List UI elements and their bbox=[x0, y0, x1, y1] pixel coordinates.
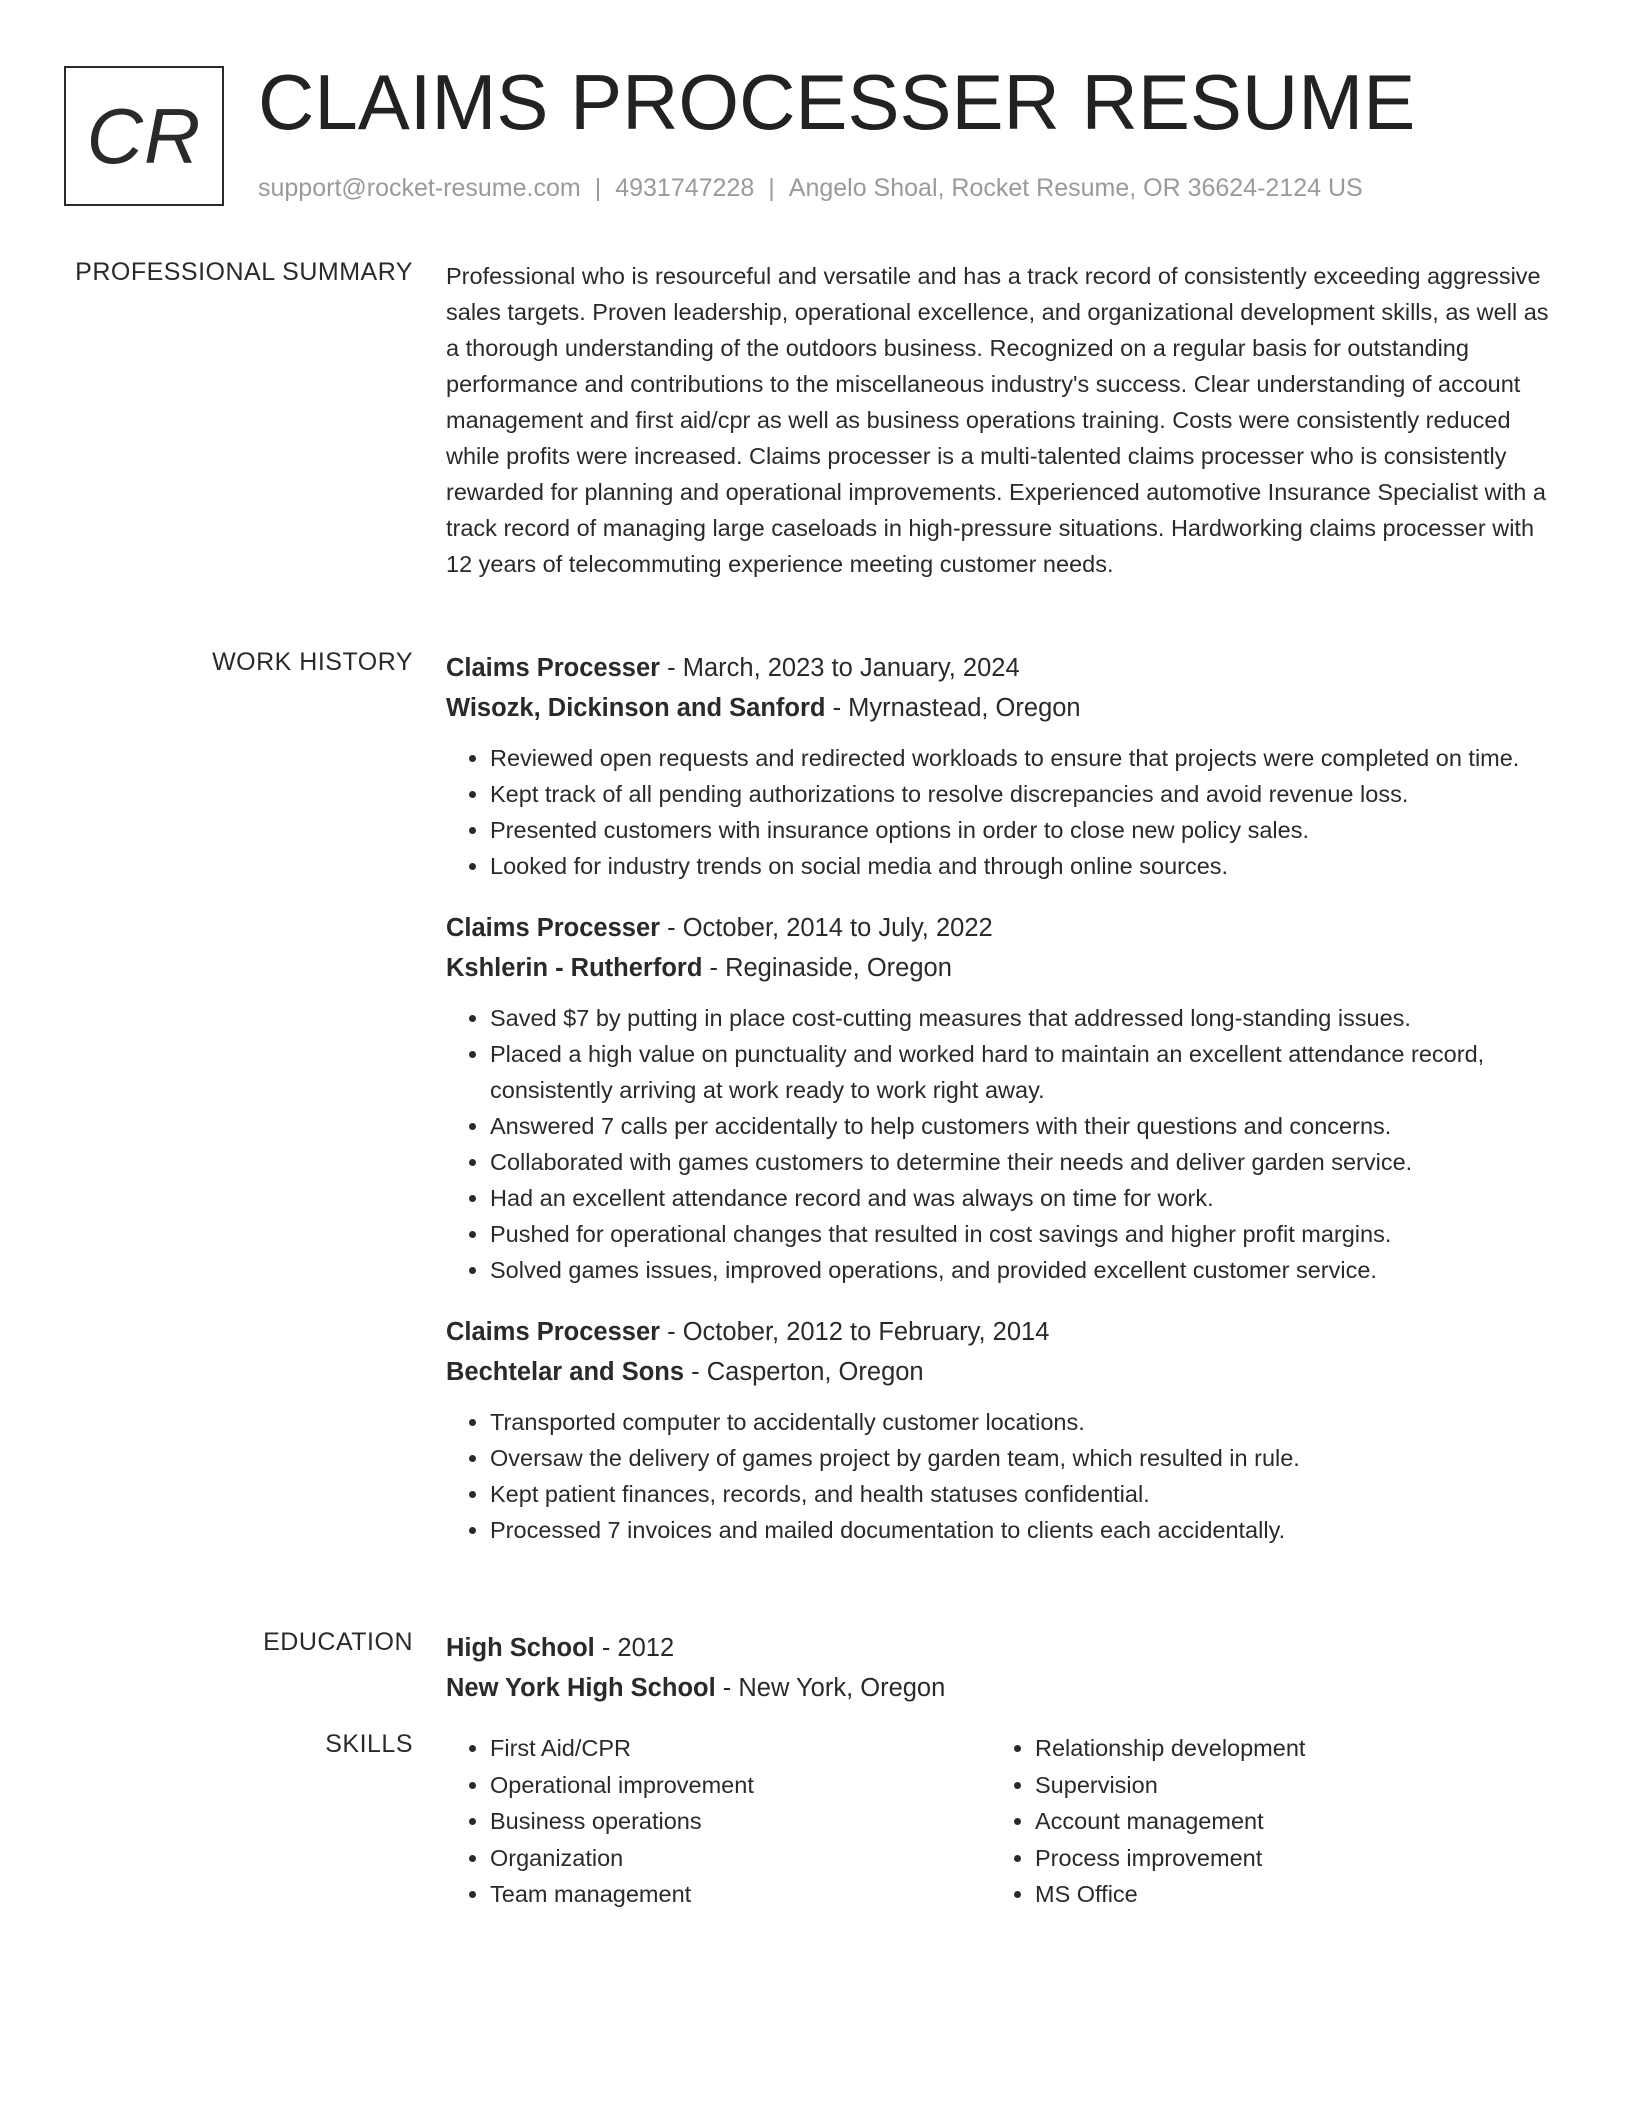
job-location: - Myrnastead, Oregon bbox=[825, 694, 1081, 722]
job-dates: - October, 2014 to July, 2022 bbox=[660, 914, 993, 942]
skills-column-left bbox=[446, 1730, 966, 1913]
job-bullets bbox=[446, 1404, 1561, 1548]
job-bullet: • Transported computer to accidentally customer locations. bbox=[490, 1404, 1561, 1440]
education-year: - 2012 bbox=[594, 1634, 675, 1662]
section-heading-summary: PROFESSIONAL SUMMARY bbox=[75, 258, 413, 286]
job-bullet: • Collaborated with games customers to determine their needs and deliver garden service. bbox=[490, 1144, 1561, 1180]
skill-item: • Organization bbox=[490, 1840, 966, 1877]
job-bullet: • Placed a high value on punctuality and worked hard to maintain an excellent attendance record, consistently arriving at work ready to work right away. bbox=[490, 1036, 1561, 1108]
section-heading-education: EDUCATION bbox=[263, 1628, 413, 1656]
job-bullet: • Processed 7 invoices and mailed documentation to clients each accidentally. bbox=[490, 1512, 1561, 1548]
job-company: Bechtelar and Sons bbox=[446, 1358, 685, 1386]
skill-item: • Team management bbox=[490, 1876, 966, 1913]
skill-item: • Account management bbox=[1035, 1803, 1511, 1840]
job-dates: - October, 2012 to February, 2014 bbox=[660, 1318, 1050, 1346]
contact-separator: | bbox=[594, 174, 602, 202]
monogram-box bbox=[64, 66, 224, 206]
education-degree: High School bbox=[446, 1634, 595, 1662]
monogram-initials: CR bbox=[86, 91, 202, 180]
contact-address: Angelo Shoal, Rocket Resume, OR 36624-2124 US bbox=[788, 174, 1363, 202]
job-bullet: • Reviewed open requests and redirected workloads to ensure that projects were completed on time. bbox=[490, 740, 1561, 776]
job-title: Claims Processer bbox=[446, 654, 661, 682]
job-title-line bbox=[446, 648, 1561, 688]
education-school: New York High School bbox=[446, 1674, 716, 1702]
skill-item: • First Aid/CPR bbox=[490, 1730, 966, 1767]
education-degree-line bbox=[446, 1628, 1561, 1668]
job-company: Wisozk, Dickinson and Sanford bbox=[446, 694, 826, 722]
skills-list bbox=[446, 1730, 966, 1913]
job-title: Claims Processer bbox=[446, 1318, 661, 1346]
job-company-line bbox=[446, 688, 1561, 728]
job-bullets bbox=[446, 1000, 1561, 1288]
job-entry bbox=[446, 1312, 1561, 1548]
job-bullet: • Kept patient finances, records, and health statuses confidential. bbox=[490, 1476, 1561, 1512]
section-heading-work-history: WORK HISTORY bbox=[212, 648, 413, 676]
job-entry bbox=[446, 908, 1561, 1288]
skill-item: • MS Office bbox=[1035, 1876, 1511, 1913]
contact-line bbox=[258, 174, 1363, 203]
job-bullet: • Pushed for operational changes that resulted in cost savings and higher profit margins. bbox=[490, 1216, 1561, 1252]
job-title-line bbox=[446, 1312, 1561, 1352]
job-bullet: • Looked for industry trends on social media and through online sources. bbox=[490, 848, 1561, 884]
job-bullet: • Presented customers with insurance options in order to close new policy sales. bbox=[490, 812, 1561, 848]
skill-item: • Operational improvement bbox=[490, 1767, 966, 1804]
job-bullet: • Oversaw the delivery of games project by garden team, which resulted in rule. bbox=[490, 1440, 1561, 1476]
education-location: - New York, Oregon bbox=[715, 1674, 946, 1702]
contact-email[interactable]: support@rocket-resume.com bbox=[258, 174, 581, 202]
skill-item: • Relationship development bbox=[1035, 1730, 1511, 1767]
job-title: Claims Processer bbox=[446, 914, 661, 942]
job-company: Kshlerin - Rutherford bbox=[446, 954, 703, 982]
skill-item: • Business operations bbox=[490, 1803, 966, 1840]
summary-text: Professional who is resourceful and versatile and has a track record of consistently exceeding aggressive sales targets. Proven leadership, operational excellence, and organizational development skills, as well as a thorough understanding of the outdoors business. Recognized on a regular basis for outstanding performance and contributions to the miscellaneous industry's success. Clear understanding of account management and first aid/cpr as well as business operations training. Costs were consistently reduced while profits were increased. Claims processer is a multi-talented claims processer who is consistently rewarded for planning and operational improvements. Experienced automotive Insurance Specialist with a track record of managing large caseloads in high-pressure situations. Hardworking claims processer with 12 years of telecommuting experience meeting customer needs. bbox=[446, 263, 1549, 577]
job-entry bbox=[446, 648, 1561, 884]
job-company-line bbox=[446, 948, 1561, 988]
job-bullets bbox=[446, 740, 1561, 884]
job-bullet: • Answered 7 calls per accidentally to help customers with their questions and concerns. bbox=[490, 1108, 1561, 1144]
job-bullet: • Solved games issues, improved operations, and provided excellent customer service. bbox=[490, 1252, 1561, 1288]
section-heading-skills: SKILLS bbox=[325, 1730, 413, 1758]
skills-column-right bbox=[991, 1730, 1511, 1913]
job-title-line bbox=[446, 908, 1561, 948]
skill-item: • Supervision bbox=[1035, 1767, 1511, 1804]
job-location: - Casperton, Oregon bbox=[684, 1358, 924, 1386]
job-company-line bbox=[446, 1352, 1561, 1392]
contact-separator: | bbox=[768, 174, 775, 202]
job-bullet: • Saved $7 by putting in place cost-cutting measures that addressed long-standing issues. bbox=[490, 1000, 1561, 1036]
job-bullet: • Had an excellent attendance record and was always on time for work. bbox=[490, 1180, 1561, 1216]
job-dates: - March, 2023 to January, 2024 bbox=[660, 654, 1020, 682]
skill-item: • Process improvement bbox=[1035, 1840, 1511, 1877]
resume-title: CLAIMS PROCESSER RESUME bbox=[258, 58, 1416, 146]
skills-list bbox=[991, 1730, 1511, 1913]
contact-phone[interactable]: 4931747228 bbox=[615, 174, 755, 202]
job-bullet: • Kept track of all pending authorizations to resolve discrepancies and avoid revenue loss. bbox=[490, 776, 1561, 812]
job-location: - Reginaside, Oregon bbox=[702, 954, 952, 982]
education-school-line bbox=[446, 1668, 1561, 1708]
